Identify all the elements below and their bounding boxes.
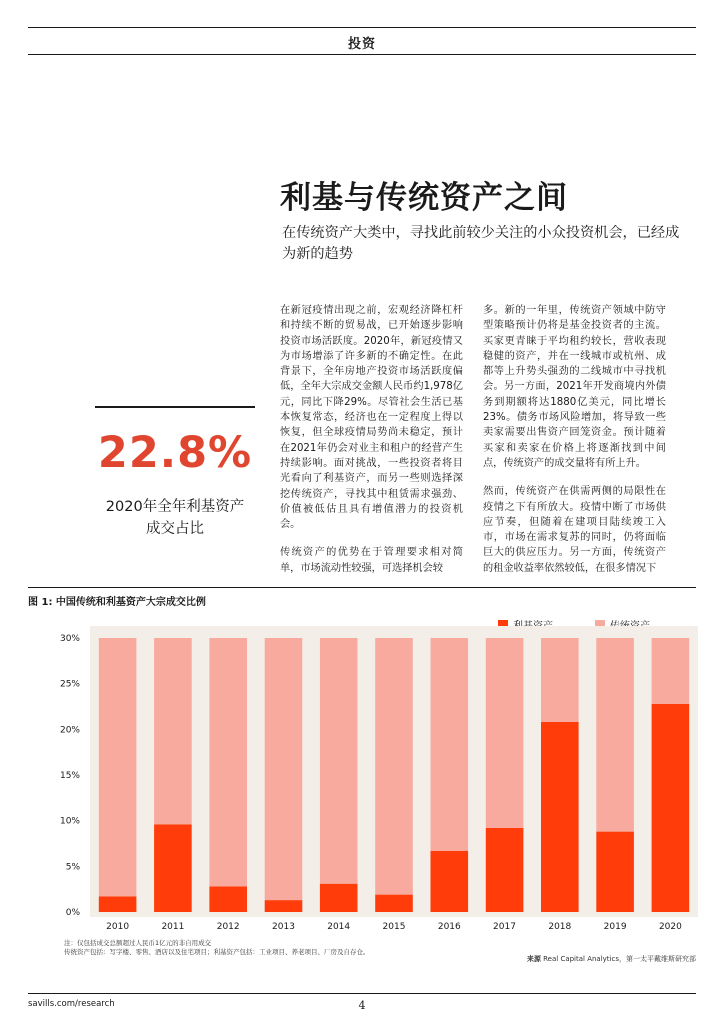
x-tick-label: 2012 [216, 922, 240, 932]
body-column-2 [483, 303, 666, 589]
article-subtitle: 在传统资产大类中，寻找此前较少关注的小众投资机会，已经成为新的趋势 [282, 225, 680, 262]
x-tick-label: 2010 [106, 922, 130, 932]
bar-niche-2016 [431, 851, 469, 912]
y-tick-label: 15% [59, 771, 80, 781]
bar-traditional-2018 [541, 638, 579, 722]
bar-traditional-2011 [154, 638, 192, 824]
bar-traditional-2017 [486, 638, 524, 828]
y-tick-label: 25% [59, 679, 80, 690]
y-tick-label: 5% [65, 862, 80, 873]
source-text: Real Capital Analytics，第一太平戴维斯研究部 [543, 955, 696, 963]
bar-traditional-2014 [320, 638, 358, 884]
bar-niche-2010 [99, 897, 137, 913]
x-tick-label: 2011 [161, 922, 185, 932]
bar-niche-2015 [375, 895, 413, 912]
x-tick-label: 2013 [272, 922, 295, 932]
stacked-bar-chart [28, 616, 708, 936]
bar-niche-2019 [596, 832, 634, 912]
header-top-rule [28, 27, 696, 28]
note-line: 传统资产包括：写字楼、零售、酒店以及住宅项目；利基资产包括：工业项目、养老项目、厂房及自存仓。 [64, 948, 370, 956]
bar-niche-2014 [320, 884, 358, 912]
paragraph: 多。新的一年里，传统资产领域中防守型策略预计仍将是基金投资者的主流。买家更青睐于平均租约较长，营收表现稳健的资产，并在一线城市或杭州、成都等上升势头强劲的二线城市中寻找机会。另一方面，2021年开发商境内外债务到期额将达1880亿美元，同比增长23%。债务市场风险增加，将导致一些卖家需要出售资产回笼资金。预计随着买家和卖家在价格上将逐渐找到中间点，传统资产的成交量将有所上升。 [483, 305, 666, 469]
stat-rule [95, 406, 255, 408]
bar-niche-2013 [265, 900, 303, 912]
stat-value: 22.8% [97, 428, 253, 478]
paragraph: 在新冠疫情出现之前，宏观经济降杠杆和持续不断的贸易战，已开始逐步影响投资市场活跃度。2020年，新冠疫情又为市场增添了许多新的不确定性。在此背景下，全年房地产投资市场活跃度偏低，全年大宗成交金额人民币约1,978亿元，同比下降29%。尽管社会生活已基本恢复常态，经济也在一定程度上得以恢复，但全球疫情局势尚未稳定，预计在2021年仍会对业主和租户的经营产生持续影响。面对挑战，一些投资者将目光看向了利基资产，而另一些则选择深挖传统资产，寻找其中租赁需求强劲、价值被低估且具有增值潜力的投资机会。 [280, 305, 463, 531]
bar-traditional-2020 [652, 638, 690, 704]
page-number: 4 [358, 999, 366, 1012]
figure-notes [64, 939, 370, 957]
x-tick-label: 2014 [327, 922, 351, 932]
x-tick-label: 2016 [437, 922, 461, 932]
body-column-1 [280, 303, 463, 589]
figure-top-rule [28, 587, 696, 588]
bar-traditional-2016 [431, 638, 469, 851]
footer-url[interactable]: savills.com/research [28, 999, 115, 1009]
x-tick-label: 2020 [658, 922, 682, 932]
bar-traditional-2010 [99, 638, 137, 897]
note-line: 注：仅包括成交总额超过人民币1亿元的非自用成交 [64, 939, 212, 947]
paragraph: 传统资产的优势在于管理要求相对简单，市场流动性较强，可选择机会较 [280, 547, 463, 574]
paragraph: 然而，传统资产在供需两侧的局限性在疫情之下有所放大。疫情中断了市场供应节奏，但随着在建项目陆续竣工入市，市场在需求复苏的同时，仍将面临巨大的供应压力。另一方面，传统资产的租金收益率依然较低，在很多情况下 [483, 486, 666, 574]
x-tick-label: 2019 [603, 922, 627, 932]
section-label: 投资 [347, 37, 376, 52]
bar-traditional-2013 [265, 638, 303, 900]
footer-rule [28, 993, 696, 994]
figure-source [527, 954, 696, 964]
bar-niche-2017 [486, 828, 524, 912]
x-tick-label: 2015 [382, 922, 406, 932]
bar-traditional-2012 [209, 638, 247, 886]
source-label: 来源 [526, 955, 541, 963]
y-tick-label: 0% [65, 908, 80, 918]
x-tick-label: 2017 [493, 922, 516, 932]
y-tick-label: 30% [59, 634, 80, 644]
y-tick-label: 10% [59, 816, 80, 827]
bar-traditional-2015 [375, 638, 413, 895]
bar-niche-2018 [541, 722, 579, 912]
header-bottom-rule [28, 54, 696, 55]
bar-niche-2012 [209, 886, 247, 912]
figure-title: 图 1: 中国传统和利基资产大宗成交比例 [28, 597, 206, 608]
x-tick-label: 2018 [548, 922, 572, 932]
bar-niche-2020 [652, 704, 690, 912]
bar-traditional-2019 [596, 638, 634, 832]
article-title: 利基与传统资产之间 [280, 180, 568, 216]
bar-niche-2011 [154, 824, 192, 912]
y-tick-label: 20% [59, 725, 80, 736]
stat-label: 2020年全年利基资产成交占比 [105, 499, 245, 537]
